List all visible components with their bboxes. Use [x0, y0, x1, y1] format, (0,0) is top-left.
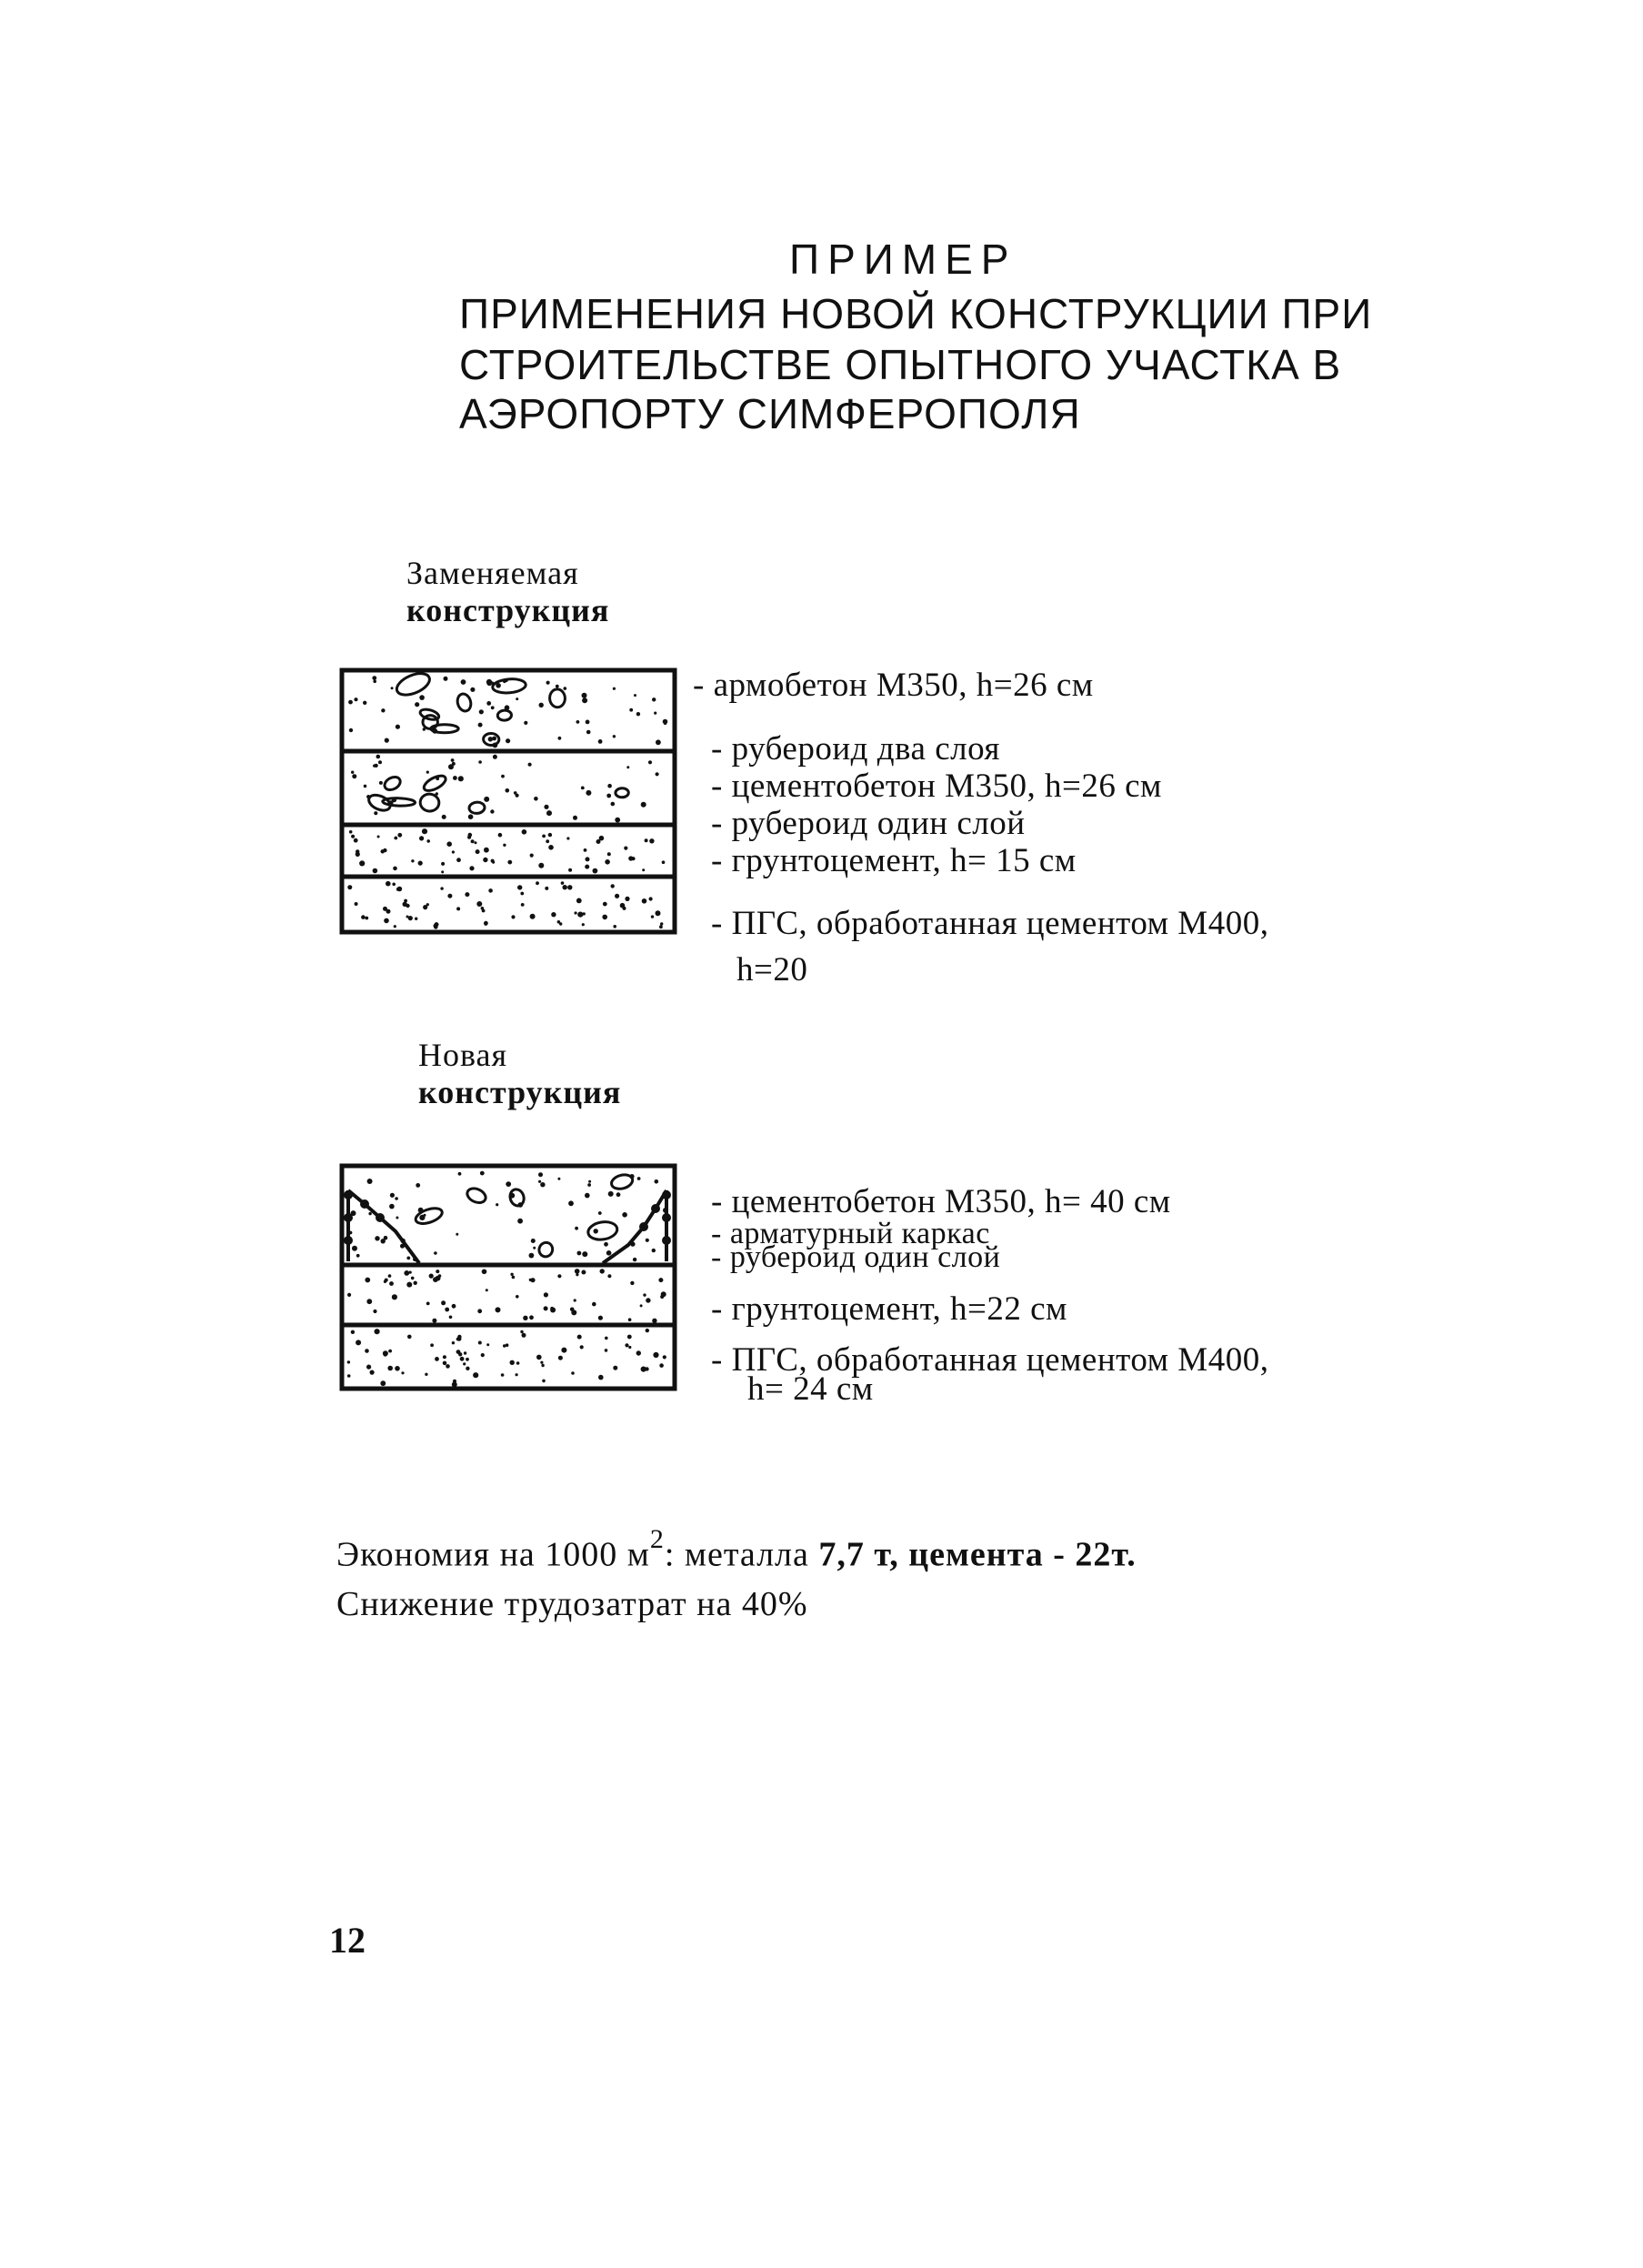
new-layer-5-thickness: h= 24 см	[747, 1370, 874, 1408]
old-layer-3-label: - цементобетон М350, h=26 см	[711, 768, 1162, 805]
new-layer-2-label: - арматурный каркас	[711, 1217, 990, 1250]
old-layer-2-label: - рубероид два слоя	[711, 730, 1000, 768]
economy-summary-values: 7,7 т, цемента - 22т.	[818, 1535, 1137, 1574]
old-layer-5-label: - грунтоцемент, h= 15 см	[711, 842, 1077, 879]
old-layer-6-label: - ПГС, обработанная цементом М400,	[711, 905, 1269, 942]
old-construction-label-line-2: конструкция	[406, 592, 610, 629]
old-construction-diagram	[339, 667, 680, 940]
heading-subtitle-line-2: СТРОИТЕЛЬСТВЕ ОПЫТНОГО УЧАСТКА В	[459, 341, 1342, 388]
new-construction-diagram	[339, 1163, 680, 1400]
labor-reduction-summary: Снижение трудозатрат на 40%	[336, 1585, 808, 1623]
heading-title: ПРИМЕР	[789, 236, 1017, 283]
new-layer-4-label: - грунтоцемент, h=22 см	[711, 1290, 1067, 1328]
heading-subtitle-line-1: ПРИМЕНЕНИЯ НОВОЙ КОНСТРУКЦИИ ПРИ	[459, 290, 1373, 337]
old-layer-6-thickness: h=20	[736, 951, 808, 988]
economy-summary-unit-power: 2	[649, 1524, 665, 1554]
page-number: 12	[329, 1920, 366, 1961]
new-construction-label-line-2: конструкция	[418, 1074, 622, 1111]
new-construction-label-line-1: Новая	[418, 1037, 508, 1073]
old-layer-4-label: - рубероид один слой	[711, 805, 1026, 842]
economy-summary-text: Экономия на 1000 м	[336, 1535, 650, 1574]
old-construction-label	[406, 555, 609, 630]
economy-summary	[336, 1524, 1137, 1575]
economy-summary-metal: : металла	[664, 1535, 819, 1574]
old-layer-1-label: - армобетон М350, h=26 см	[693, 667, 1094, 704]
new-layer-3-label: - рубероид один слой	[711, 1240, 1001, 1274]
heading-subtitle-line-3: АЭРОПОРТУ СИМФЕРОПОЛЯ	[459, 390, 1081, 437]
new-layer-1-label: - цементобетон М350, h= 40 см	[711, 1183, 1171, 1220]
new-construction-label	[418, 1037, 621, 1112]
old-construction-label-line-1: Заменяемая	[406, 555, 579, 591]
new-layer-5-label: - ПГС, обработанная цементом М400,	[711, 1341, 1269, 1379]
